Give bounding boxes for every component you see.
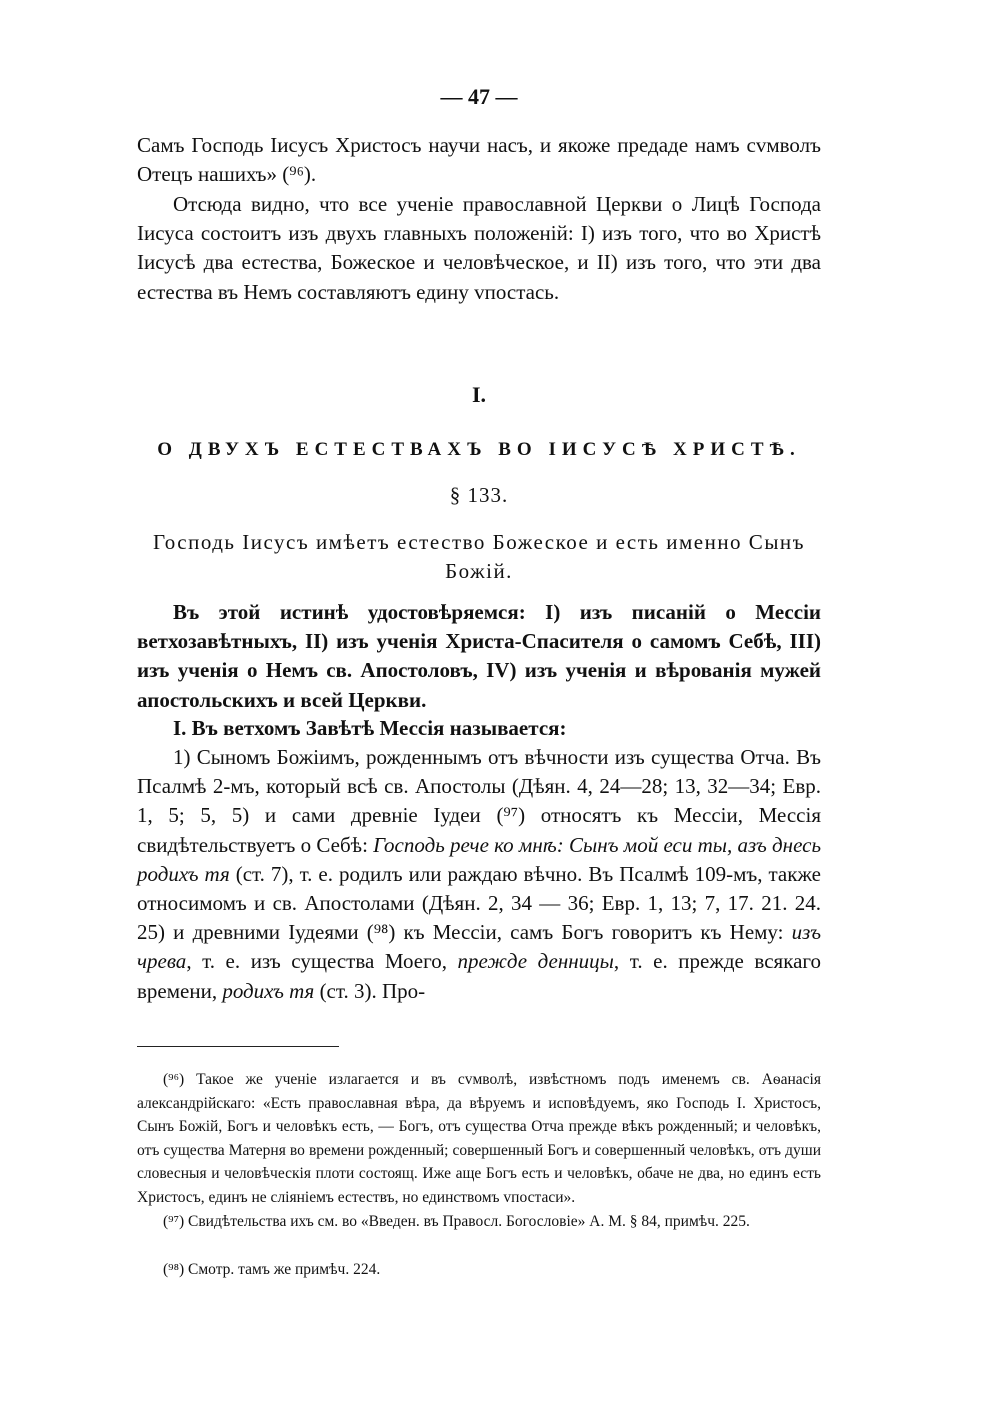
body-p3-text-a: 1) Сыномъ Божіимъ, рожденнымъ отъ вѣчности изъ существа Отча. Въ Псалмѣ 2-мъ, который всѣ св. Апостолы (Дѣян. 4, 24—28; 13, 32—34; Евр. 1, 5; 5, 5) и сами древніе Іудеи (⁹⁷) относятъ къ Мессіи, Мессія свидѣтельствуетъ о Себѣ: [137, 745, 821, 857]
footnote-98 [137, 1258, 821, 1282]
body-p3-text-d: , т. е. прежде всякаго времени, [137, 949, 822, 1003]
footnote-98-text: (⁹⁸) Смотр. тамъ же примѣч. 224. [163, 1261, 381, 1278]
body-paragraph-1: Въ этой истинѣ удостовѣряемся: I) изъ писаній о Мессіи ветхозавѣтныхъ, II) изъ ученія Христа-Спасителя о самомъ Себѣ, III) изъ ученія о Немъ св. Апостоловъ, IV) изъ ученія и вѣрованія мужей апостольскихъ и всей Церкви. [137, 600, 821, 712]
section-thesis: Господь Іисусъ имѣетъ естество Божеское и есть именно Сынъ Божій. [152, 530, 806, 583]
intro-paragraph-2: Отсюда видно, что все ученіе православной Церкви о Лицѣ Господа Іисуса состоитъ изъ двухъ главныхъ положеній: I) изъ того, что во Христѣ Іисусѣ два естества, Божеское и человѣческое, и II) изъ того, что эти два естества въ Немъ составляютъ едину vпостась. [137, 192, 821, 304]
body-p3-quote-4: родихъ тя [222, 978, 315, 1003]
body-p3-quote-1: Господь рече ко мнѣ: Сынъ мой еси ты, азъ днесь родихъ тя [137, 832, 821, 886]
intro-paragraph-1: Самъ Господь Іисусъ Христосъ научи насъ, и якоже предаде намъ сvмволъ Отецъ нашихъ» (⁹⁶). [137, 133, 821, 187]
footnote-divider [137, 1046, 339, 1047]
paragraph-mark: § 133. [449, 483, 509, 507]
body-p3-text-b: (ст. 7), т. е. родилъ или раждаю вѣчно. Въ Псалмѣ 109-мъ, также относимомъ и св. Апостолами (Дѣян. 2, 34 — 36; Евр. 1, 13; 7, 17. 21. 24. 25) и древними Іудеями (⁹⁸) къ Мессіи, самъ Богъ говоритъ къ Нему: [137, 861, 822, 945]
footnote-97-text: (⁹⁷) Свидѣтельства ихъ см. во «Введен. въ Правосл. Богословіе» А. М. § 84, примѣч. 225. [163, 1213, 750, 1230]
section-numeral: I. [471, 382, 487, 407]
section-title: О ДВУХЪ ЕСТЕСТВАХЪ ВО ІИСУСѢ ХРИСТѢ. [157, 439, 801, 460]
body-p3-quote-2: изъ чрева [137, 920, 821, 974]
body-p3-text-e: (ст. 3). Про- [314, 978, 426, 1003]
body-p3-quote-3: прежде денницы [457, 949, 614, 974]
page-number: — 47 — [440, 84, 518, 109]
footnote-96 [137, 1068, 821, 1209]
body-paragraph-2: I. Въ ветхомъ Завѣтѣ Мессія называется: [173, 716, 567, 740]
body-paragraph-3 [137, 743, 821, 1006]
body-p3-text-c: , т. е. изъ существа Моего, [186, 949, 458, 974]
footnote-97 [137, 1210, 821, 1234]
footnote-96-text: (⁹⁶) Такое же ученіе излагается и въ сvмволѣ, извѣстномъ подъ именемъ св. Аѳанасія александрійскаго: «Есть православная вѣра, да вѣруемъ и исповѣдуемъ, яко Господь I. Христосъ, Сынъ Божій, Богъ и человѣкъ есть, — Богъ, отъ существа Отча прежде вѣкъ рожденный; и человѣкъ, отъ существа Матерня во времени рожденный; совершенный Богъ и совершенный человѣкъ, отъ души словесныя и человѣческія плоти состоящ. Иже аще Богъ есть и человѣкъ, обаче не два, но единъ есть Христосъ, единъ не сліяніемъ естествъ, но единствомъ vпостаси». [137, 1071, 821, 1206]
